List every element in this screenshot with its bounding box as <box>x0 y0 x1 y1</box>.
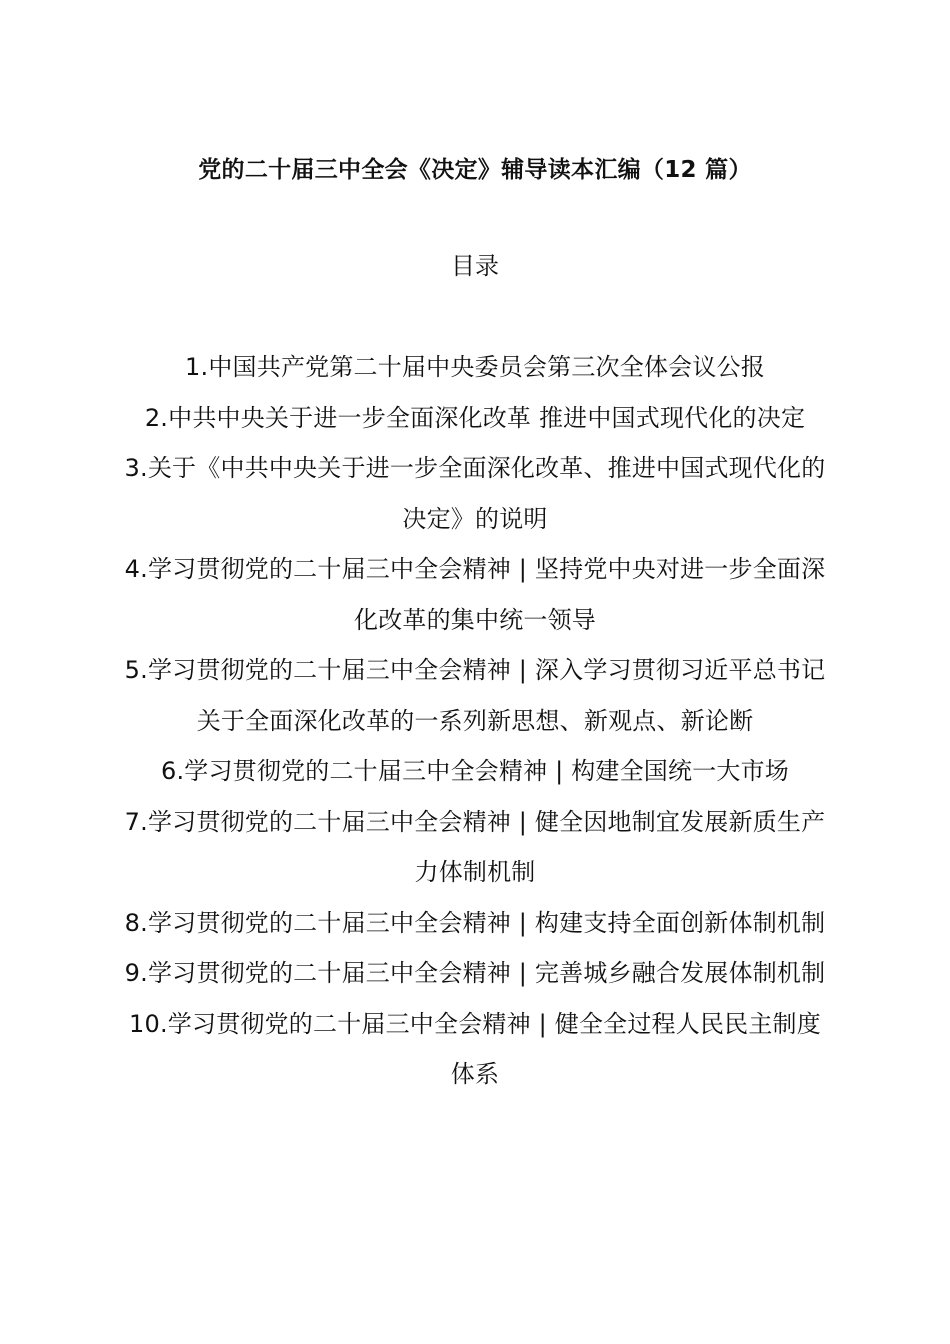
toc-item-5: 5.学习贯彻党的二十届三中全会精神 | 深入学习贯彻习近平总书记关于全面深化改革的一系列新思想、新观点、新论断 <box>124 656 826 735</box>
toc-item-2: 2.中共中央关于进一步全面深化改革 推进中国式现代化的决定 <box>144 403 806 432</box>
toc-item-4: 4.学习贯彻党的二十届三中全会精神 | 坚持党中央对进一步全面深化改革的集中统一领导 <box>124 555 826 634</box>
toc-heading: 目录 <box>451 252 499 280</box>
document-title: 党的二十届三中全会《决定》辅导读本汇编（12 篇） <box>198 157 752 183</box>
toc-item-7: 7.学习贯彻党的二十届三中全会精神 | 健全因地制宜发展新质生产力体制机制 <box>124 807 826 886</box>
toc-item-1: 1.中国共产党第二十届中央委员会第三次全体会议公报 <box>185 353 765 381</box>
toc-item-9: 9.学习贯彻党的二十届三中全会精神 | 完善城乡融合发展体制机制 <box>124 959 826 987</box>
toc-item-6: 6.学习贯彻党的二十届三中全会精神 | 构建全国统一大市场 <box>160 757 790 785</box>
table-of-contents <box>120 342 830 1100</box>
toc-item-10: 10.学习贯彻党的二十届三中全会精神 | 健全全过程人民民主制度体系 <box>129 1009 821 1088</box>
toc-item-8: 8.学习贯彻党的二十届三中全会精神 | 构建支持全面创新体制机制 <box>124 908 826 937</box>
toc-item-3: 3.关于《中共中央关于进一步全面深化改革、推进中国式现代化的决定》的说明 <box>124 454 826 533</box>
